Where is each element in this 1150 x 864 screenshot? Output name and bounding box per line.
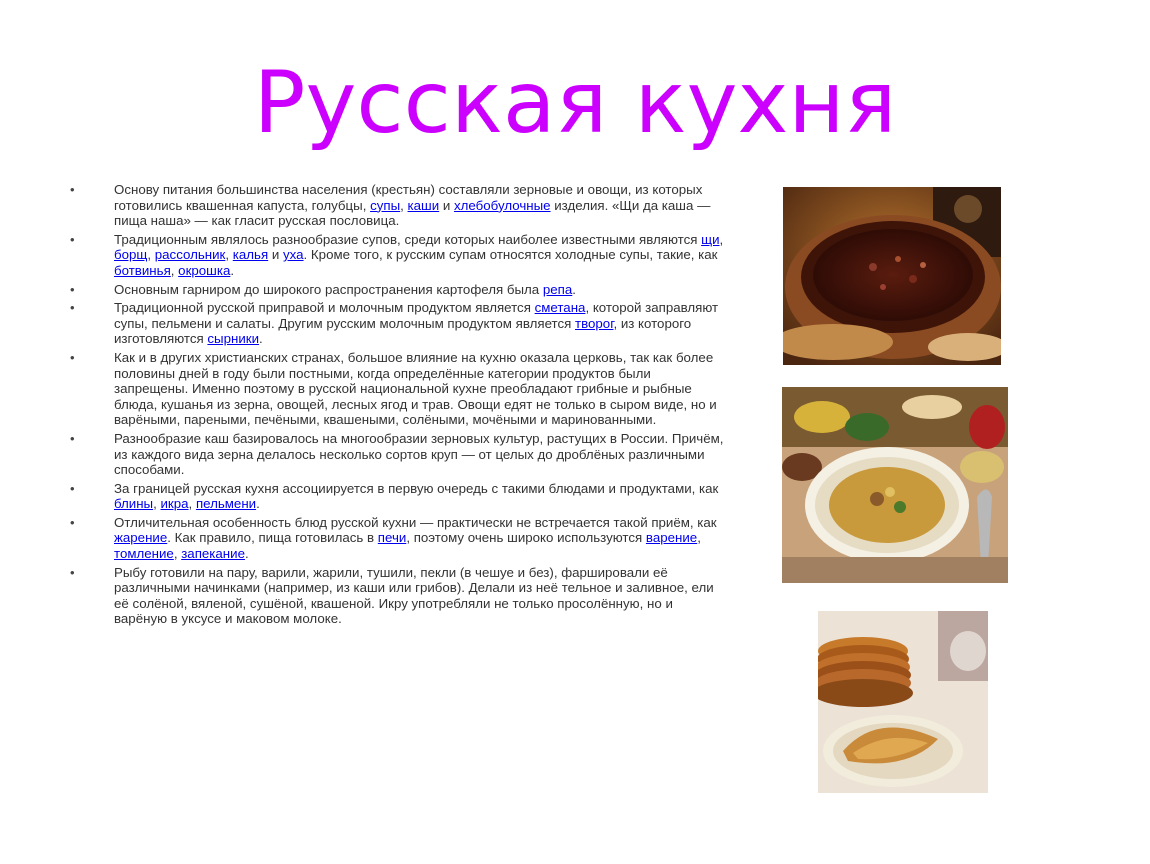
- bullet-text: ,: [719, 231, 724, 247]
- link-уха[interactable]: уха: [283, 247, 304, 263]
- link-окрошка[interactable]: окрошка: [178, 262, 231, 278]
- bullet-marker: •: [70, 564, 75, 580]
- link-творог[interactable]: творог: [575, 315, 614, 331]
- bullet-item: [66, 232, 726, 279]
- link-пельмени[interactable]: пельмени: [195, 496, 257, 512]
- bullet-marker: •: [70, 349, 75, 365]
- bullet-text: ,: [173, 546, 182, 562]
- link-сырники[interactable]: сырники: [207, 331, 260, 347]
- bullet-text: ,: [188, 496, 196, 512]
- bullet-text: ,: [400, 197, 408, 213]
- bullet-text: Основу питания большинства населения (крестьян) составляли зерновые и овощи, из которых готовились квашенная капуста, голубцы,: [114, 182, 703, 213]
- bullet-marker: •: [70, 430, 75, 446]
- bullet-item: [66, 431, 726, 478]
- borscht-bowl-photo: [783, 187, 1001, 365]
- bullet-text: изделия. «Щи да каша — пища наша» — как гласит русская пословица.: [114, 197, 711, 229]
- link-репа[interactable]: репа: [542, 281, 573, 297]
- bullet-marker: •: [70, 300, 75, 316]
- link-варение[interactable]: варение: [645, 530, 698, 546]
- bullet-text: , поэтому очень широко используются: [406, 530, 646, 546]
- bullet-marker: •: [70, 231, 75, 247]
- bullet-item: [66, 515, 726, 562]
- bullet-text: Как и в других христианских странах, большое влияние на кухню оказала церковь, так как более половины дней в году были постными, когда определённые категории продуктов были запрещены. Именно поэтому в русской национальной кухне преобладают грибные и рыбные блюда, кушанья из зерна, овощей, лесных ягод и трав. Овощи едят не только в сыром виде, но и варёными, пареными, печёными, квашеными, солёными, мочёными и маринованными.: [114, 349, 717, 428]
- bullet-list: [66, 182, 726, 630]
- link-супы[interactable]: супы: [370, 197, 401, 213]
- bullet-item: [66, 481, 726, 512]
- bullet-text: За границей русская кухня ассоциируется в первую очередь с такими блюдами и продуктами, как: [114, 480, 719, 496]
- link-каши[interactable]: каши: [407, 197, 440, 213]
- link-запекание[interactable]: запекание: [181, 546, 245, 562]
- bullet-item: [66, 182, 726, 229]
- link-сметана[interactable]: сметана: [534, 300, 586, 316]
- bullet-item: [66, 282, 726, 298]
- bullet-text: Рыбу готовили на пару, варили, жарили, тушили, пекли (в чешуе и без), фаршировали её различными начинками (например, из каши или грибов). Делали из неё тельное и заливное, ели её солёной, вяленой, сушёной, квашеной. Икру употребляли не только просолённую, но и варёную в уксусе и маковом молоке.: [114, 564, 714, 627]
- link-щи[interactable]: щи: [701, 231, 720, 247]
- bullet-text: ,: [697, 530, 701, 546]
- link-томление[interactable]: томление: [114, 546, 174, 562]
- link-блины[interactable]: блины: [114, 496, 154, 512]
- bullet-text: .: [244, 546, 249, 562]
- bullet-text: и: [439, 197, 454, 213]
- bullet-text: Традиционным являлось разнообразие супов, среди которых наиболее известными являются: [114, 231, 702, 247]
- bullet-item: [66, 300, 726, 347]
- bullet-text: и: [268, 247, 283, 263]
- bullet-item: [66, 565, 726, 627]
- bullet-text: . Кроме того, к русским супам относятся холодные супы, такие, как: [303, 247, 718, 263]
- bullet-marker: •: [70, 281, 75, 297]
- link-икра[interactable]: икра: [160, 496, 189, 512]
- bullet-text: , которой заправляют супы, пельмени и салаты. Другим русским молочным продуктом является: [114, 300, 719, 331]
- bullet-text: ,: [225, 247, 233, 263]
- slide-title: Русская кухня: [253, 53, 897, 153]
- bullet-text: ,: [147, 247, 155, 263]
- link-калья[interactable]: калья: [232, 247, 269, 263]
- link-жарение[interactable]: жарение: [114, 530, 168, 546]
- bullet-text: .: [230, 262, 235, 278]
- link-борщ[interactable]: борщ: [114, 247, 148, 263]
- bullet-marker: •: [70, 480, 75, 496]
- blini-pancakes-photo: [818, 611, 988, 793]
- link-хлебобулочные[interactable]: хлебобулочные: [453, 197, 551, 213]
- bullet-text: ,: [170, 262, 179, 278]
- bullet-text: .: [256, 496, 260, 512]
- bullet-text: , из которого изготовляются: [114, 315, 692, 347]
- bullet-text: Основным гарниром до широкого распространения картофеля была: [114, 281, 543, 297]
- bullet-text: . Как правило, пища готовилась в: [167, 530, 378, 546]
- soup-table-photo: [782, 387, 1008, 583]
- bullet-marker: •: [70, 182, 75, 197]
- bullet-text: .: [259, 331, 263, 347]
- bullet-text: Традиционной русской приправой и молочным продуктом является: [114, 300, 535, 316]
- bullet-text: ,: [153, 496, 161, 512]
- link-рассольник[interactable]: рассольник: [154, 247, 226, 263]
- link-ботвинья[interactable]: ботвинья: [114, 262, 171, 278]
- bullet-text: Отличительная особенность блюд русской кухни — практически не встречается такой приём, как: [114, 514, 717, 530]
- link-печи[interactable]: печи: [377, 530, 407, 546]
- bullet-item: [66, 350, 726, 428]
- bullet-marker: •: [70, 514, 75, 530]
- bullet-text: Разнообразие каш базировалось на многообразии зерновых культур, растущих в России. Причём, из каждого вида зерна делалось несколько сортов круп — от целых до дроблёных различными способами.: [114, 430, 724, 478]
- bullet-text: .: [572, 281, 576, 297]
